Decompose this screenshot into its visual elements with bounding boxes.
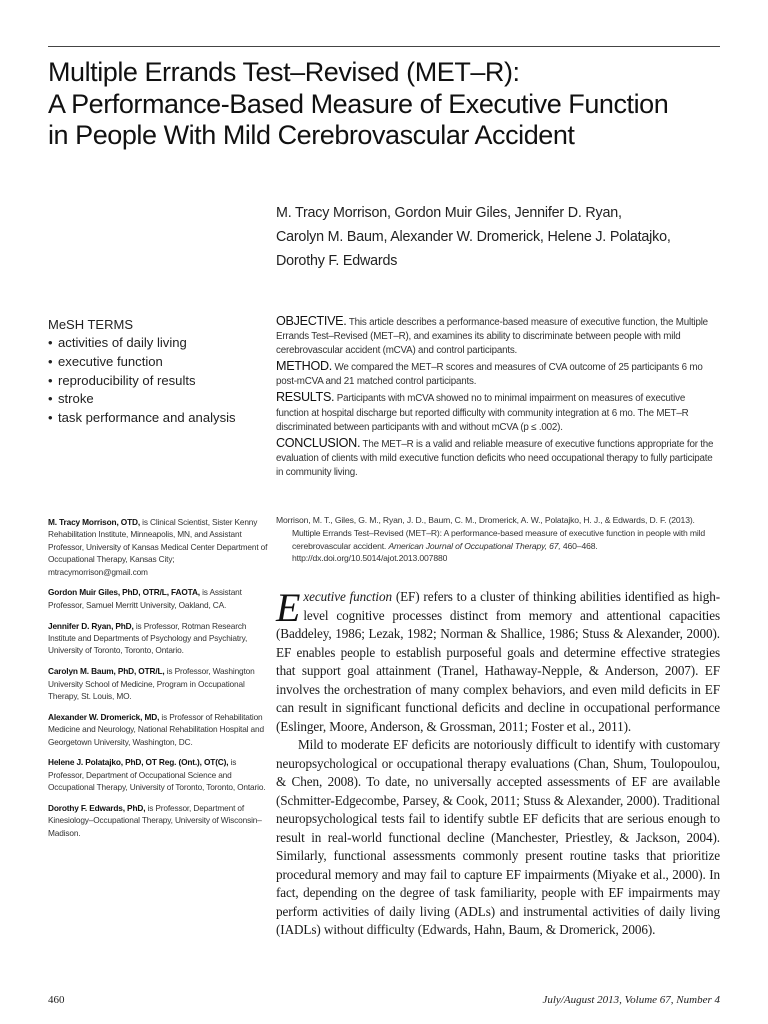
mesh-heading: MeSH TERMS (48, 317, 133, 332)
bullet-icon: • (48, 353, 53, 369)
mesh-term-label: stroke (58, 391, 94, 407)
abstract-text: The MET–R is a valid and reliable measure of executive functions appropriate for the evaluation of clients with mild executive function deficits who need occupational therapy to fully participate in community living. (276, 438, 714, 478)
abstract-heading: RESULTS. (276, 390, 335, 405)
mesh-term-list (48, 334, 268, 428)
body-text (276, 585, 720, 940)
bullet-icon: • (48, 372, 53, 388)
abstract-results (276, 390, 720, 434)
article-title (48, 57, 738, 152)
body-paragraph: Mild to moderate EF deficits are notoriously difficult to identify with customary neuropsychological or occupational therapy evaluations (Chan, Shum, Toulopoulou, & Chen, 2008). To date, no universally accepted assessments of EF are available (Schmitter-Edgecombe, Parsey, & Cook, 2011; Stuss & Alexander, 2000). Traditional neuropsychological tests fail to identify subtle EF deficits that are serious enough to result in real-world functional decline (Manchester, Priestley, & Jackson, 2004). Similarly, functional assessments commonly present routine tasks that prioritize procedural memory and may fail to capture EF impairments (Miyake et al., 2000). In fact, depending on the degree of task familiarity, people with EF impairments may perform activities of daily living (ADLs) and instrumental activities of daily living (IADLs) without difficulty (Edwards, Hahn, Baum, & Dromerick, 2006). (276, 737, 720, 937)
bio-name: Dorothy F. Edwards, PhD, (48, 803, 146, 814)
bio-name: M. Tracy Morrison, OTD, (48, 517, 140, 527)
bio-name: Alexander W. Dromerick, MD, (48, 711, 160, 722)
abstract-text: We compared the MET–R scores and measures of CVA outcome of 25 participants 6 mo post-mCVA and 21 matched control participants. (276, 362, 703, 388)
abstract-method (276, 359, 720, 389)
journal-issue: July/August 2013, Volume 67, Number 4 (542, 994, 720, 1006)
bio-text: is Professor, Department of Kinesiology–Occupational Therapy, University of Wisconsin–Madison. (48, 803, 262, 838)
body-paragraph (276, 585, 720, 736)
abstract-heading: CONCLUSION. (276, 435, 361, 450)
title-line: Multiple Errands Test–Revised (MET–R): (48, 57, 520, 87)
bio-name: Helene J. Polatajko, PhD, OT Reg. (Ont.), OT(C), (48, 757, 229, 768)
citation-body: Morrison, M. T., Giles, G. M., Ryan, J. D., Baum, C. M., Dromerick, A. W., Polatajko, H. J., & Edwards, D. F. (2013). Multiple Errands Test–Revised (MET–R): A performance-based measure of executive function in people with mild cerebrovascular accident. (276, 515, 706, 551)
bio-name: Gordon Muir Giles, PhD, OTR/L, FAOTA, (48, 587, 200, 598)
bullet-icon: • (48, 410, 53, 426)
citation-doi: 460–468. http://dx.doi.org/10.5014/ajot.2013.007880 (292, 540, 598, 564)
bio-name: Carolyn M. Baum, PhD, OTR/L, (48, 666, 165, 677)
mesh-term-label: activities of daily living (58, 335, 187, 350)
abstract-text: This article describes a performance-based measure of executive function, the Multiple Errands Test–Revised (MET–R), and examines its ability to discriminate between people with mild cerebrovascular accident (mCVA) and control participants. (276, 317, 708, 357)
abstract (276, 314, 720, 481)
author-bio (48, 802, 270, 839)
author-bios (48, 516, 270, 848)
mesh-term (48, 334, 268, 353)
bullet-icon: • (48, 335, 53, 350)
abstract-text: Participants with mCVA showed no to minimal impairment on measures of executive function at hospital discharge but reported difficulty with community integration at 6 mo. The MET–R discriminated between participants with and without mCVA (p ≤ .002). (276, 393, 689, 433)
header-rule (48, 46, 720, 47)
body-italic-term: xecutive function (303, 589, 392, 604)
author-line: M. Tracy Morrison, Gordon Muir Giles, Jennifer D. Ryan, (276, 205, 622, 221)
bio-text: is Professor, Rotman Research Institute and Departments of Psychology and Psychiatry, University of Toronto, Toronto, Ontario. (48, 620, 248, 656)
bio-text: is Professor of Rehabilitation Medicine and Neurology, National Rehabilitation Hospital and Georgetown University, Washington, DC. (48, 711, 264, 747)
abstract-objective (276, 314, 720, 358)
title-line: A Performance-Based Measure of Executive Function (48, 88, 669, 119)
author-bio (48, 711, 270, 748)
bullet-icon: • (48, 391, 53, 407)
bio-text: is Assistant Professor, Samuel Merritt University, Oakland, CA. (48, 587, 242, 610)
mesh-term (48, 372, 268, 391)
mesh-term (48, 353, 268, 372)
page-number: 460 (48, 994, 65, 1006)
author-line: Carolyn M. Baum, Alexander W. Dromerick, Helene J. Polatajko, (276, 229, 671, 245)
author-line: Dorothy F. Edwards (276, 253, 398, 269)
mesh-term (48, 390, 268, 409)
mesh-term (48, 409, 268, 428)
mesh-term-label: task performance and analysis (58, 410, 236, 426)
mesh-term-label: reproducibility of results (58, 372, 196, 388)
author-bio (48, 586, 270, 611)
citation-journal: American Journal of Occupational Therapy, 67, (388, 540, 561, 551)
mesh-term-label: executive function (58, 353, 163, 369)
bio-text: is Professor, Department of Occupational Science and Occupational Therapy, University of Toronto, Toronto, Ontario. (48, 757, 266, 793)
author-bio (48, 620, 270, 657)
author-bio (48, 516, 270, 578)
author-bio (48, 756, 270, 793)
abstract-heading: METHOD. (276, 359, 332, 374)
citation (276, 514, 720, 565)
body-paragraph-text: (EF) refers to a cluster of thinking abilities identified as high-level cognitive processes distinct from memory and attentional capacities (Baddeley, 1986; Lezak, 1982; Norman & Shallice, 1986; Stuss & Alexander, 2000). EF enables people to establish purposeful goals and determine effective strategies that support goal attainment (Tranel, Hathaway-Nepple, & Anderson, 2007). EF involves the orchestration of many complex behaviors, and even mild deficits in EF can result in significant functional deficits and decline in occupational performance (Eslinger, Moore, Anderson, & Grossman, 2011; Foster et al., 2011). (276, 589, 720, 734)
abstract-conclusion (276, 436, 720, 480)
title-line: in People With Mild Cerebrovascular Accident (48, 120, 575, 150)
author-list (276, 201, 726, 273)
bio-name: Jennifer D. Ryan, PhD, (48, 620, 134, 631)
author-bio (48, 665, 270, 702)
bio-text: is Clinical Scientist, Sister Kenny Rehabilitation Institute, Minneapolis, MN, and Assistant Professor, University of Kansas Medical Center Department of Occupational Therapy, Kansas City; mtracymorrison@gmail.com (48, 517, 268, 577)
citation-text (276, 514, 720, 565)
bio-text: is Professor, Washington University School of Medicine, Program in Occupational Therapy, St. Louis, MO. (48, 666, 255, 702)
drop-cap: E (276, 585, 301, 630)
mesh-terms-box (48, 317, 268, 428)
abstract-heading: OBJECTIVE. (276, 314, 347, 328)
